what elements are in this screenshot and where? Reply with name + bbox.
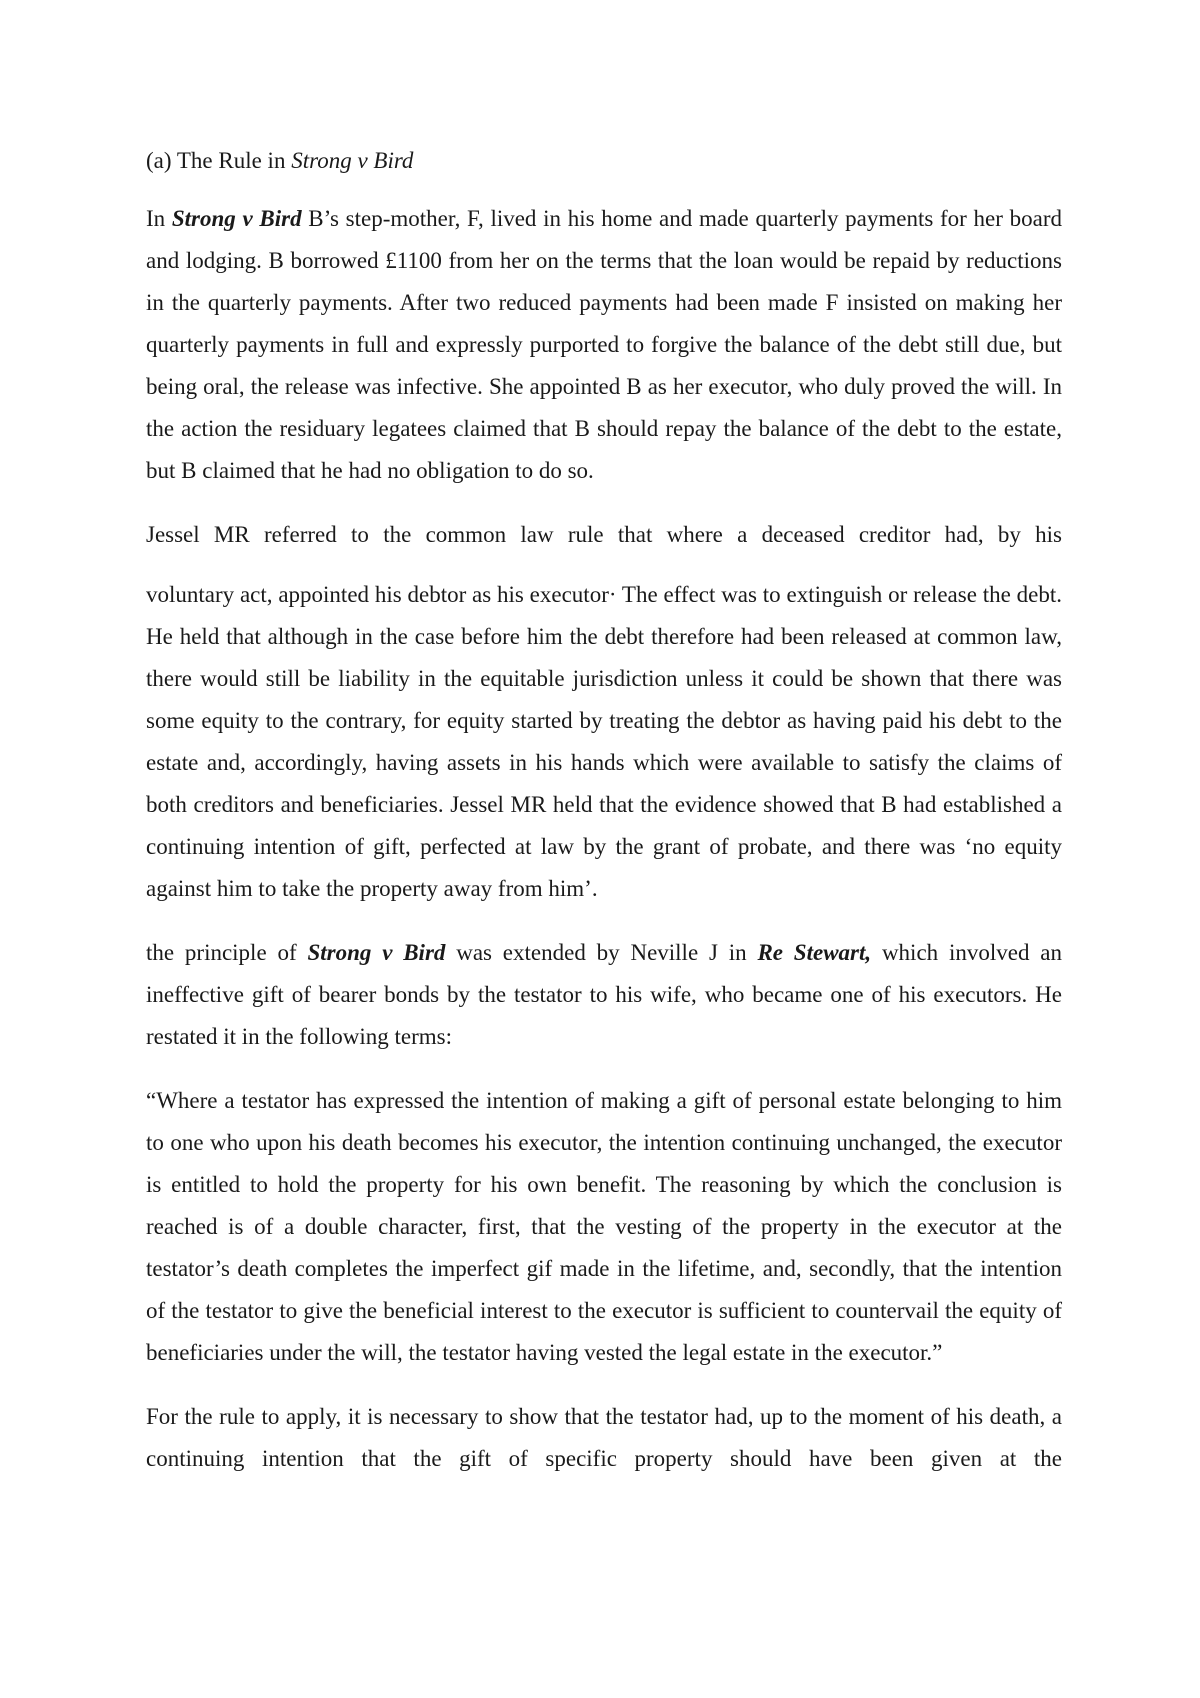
- paragraph-jessel-holding: voluntary act, appointed his debtor as his executor· The effect was to extinguish or release the debt. He held that although in the case before him the debt therefore had been released at common law, there would still be liability in the equitable jurisdiction unless it could be shown that there was some equity to the contrary, for equity started by treating the debtor as having paid his debt to the estate and, accordingly, having assets in his hands which were available to satisfy the claims of both creditors and beneficiaries. Jessel MR held that the evidence showed that B had established a continuing intention of gift, perfected at law by the grant of probate, and there was ‘no equity against him to take the property away from him’.: [146, 582, 1062, 901]
- document-body: [146, 140, 1062, 1502]
- paragraph-rule-application: For the rule to apply, it is necessary to show that the testator had, up to the moment of his death, a continuing intention that the gift of specific property should have been given at the: [146, 1404, 1062, 1471]
- case-name-strong-v-bird: Strong v Bird: [307, 940, 446, 965]
- quotation: “Where a testator has expressed the intention of making a gift of personal estate belonging to him to one who upon his death becomes his executor, the intention continuing unchanged, the executor is entitled to hold the property for his own benefit. The reasoning by which the conclusion is reached is of a double character, first, that the vesting of the property in the executor at the testator’s death completes the imperfect gif made in the lifetime, and, secondly, that the intention of the testator to give the beneficial interest to the executor is sufficient to countervail the equity of beneficiaries under the will, the testator having vested the legal estate in the executor.”: [146, 1088, 1062, 1365]
- case-name-strong-v-bird: Strong v Bird: [171, 206, 302, 231]
- paragraph-re-stewart: [146, 932, 1062, 1058]
- paragraph-facts-lead: In: [146, 206, 172, 231]
- paragraph-facts-text: B’s step-mother, F, lived in his home and made quarterly payments for her board and lodging. B borrowed £1100 from her on the terms that the loan would be repaid by reductions in the quarterly payments. After two reduced payments had been made F insisted on making her quarterly payments in full and expressly purported to forgive the balance of the debt still due, but being oral, the release was infective. She appointed B as her executor, who duly proved the will. In the action the residuary legatees claimed that B should repay the balance of the debt to the estate, but B claimed that he had no obligation to do so.: [146, 206, 1062, 483]
- paragraph-facts: [146, 198, 1062, 492]
- section-heading: [146, 140, 1062, 182]
- paragraph-jessel-line1: Jessel MR referred to the common law rule that where a deceased creditor had, by his: [146, 522, 1062, 547]
- heading-prefix: (a) The Rule in: [146, 148, 292, 173]
- paragraph-re-stewart-lead: the principle of: [146, 940, 308, 965]
- case-name-re-stewart: Re Stewart,: [757, 940, 872, 965]
- paragraph-re-stewart-text: which involved an ineffective gift of bearer bonds by the testator to his wife, who became one of his executors. He restated it in the following terms:: [146, 940, 1062, 1049]
- heading-case-name: Strong v Bird: [291, 148, 414, 173]
- paragraph-re-stewart-mid: was extended by Neville J in: [445, 940, 758, 965]
